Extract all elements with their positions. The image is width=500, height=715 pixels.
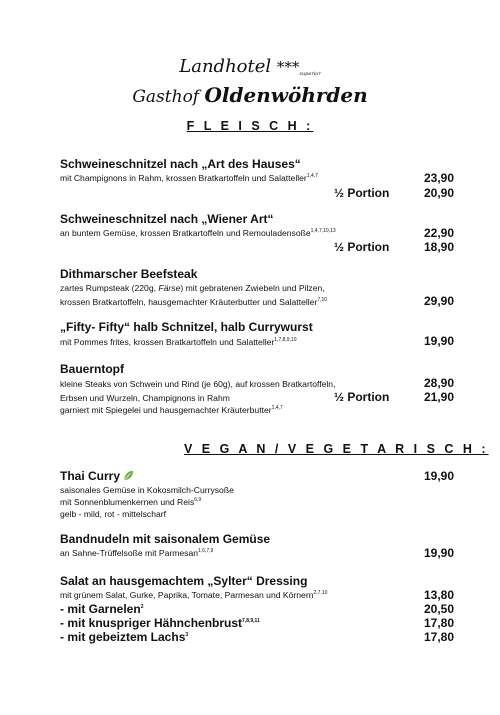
dish-name: Bandnudeln mit saisonalem Gemüse xyxy=(60,532,271,546)
hotel-stars: *** xyxy=(276,58,300,76)
section-title-vegan: V E G A N / V E G E T A R I S C H : xyxy=(184,442,489,456)
half-portion-label: ½ Portion xyxy=(334,186,390,200)
gasthof-prefix: Gasthof xyxy=(132,87,200,107)
dish-description: Erbsen und Wurzeln, Champignons in Rahm xyxy=(60,393,230,403)
salad-option-price: 20,50 xyxy=(423,602,454,616)
salad-option-price: 17,80 xyxy=(423,616,454,630)
dish-name: Schweineschnitzel nach „Art des Hauses“ xyxy=(60,157,301,171)
dish-description: an Sahne-Trüffelsoße mit Parmesan$^{1,6,7,9}$ xyxy=(60,548,214,558)
salad-option: - mit Garnelen$^2$ xyxy=(60,602,144,616)
dish-price: 29,90 xyxy=(423,294,454,308)
dish-description: kleine Steaks von Schwein und Rind (je 60g), auf krossen Bratkartoffeln, xyxy=(60,379,336,389)
dish-description: mit Champignons in Rahm, krossen Bratkartoffeln und Salatteller$^{1,4,7}$ xyxy=(60,173,318,183)
allergen-codes: 1,4,7 xyxy=(306,173,318,180)
dish-description: mit Pommes frites, krossen Bratkartoffeln und Salatteller$^{1,7,8,9,10}$ xyxy=(60,337,297,347)
dish-description: mit Sonnenblumenkernen und Reis$^{6,9}$ xyxy=(60,497,202,507)
hotel-stars-suffix: superior xyxy=(299,71,321,77)
dish-price: 28,90 xyxy=(423,376,454,390)
dish-name: Bauerntopf xyxy=(60,362,124,376)
dish-name: Schweineschnitzel nach „Wiener Art“ xyxy=(60,212,274,226)
allergen-codes: 7,8,9,11 xyxy=(242,618,260,624)
allergen-codes: 1,4,7,10,13 xyxy=(310,228,336,235)
dish-description: krossen Bratkartoffeln, hausgemachter Kräuterbutter und Salatteller$^{7,10}$ xyxy=(60,297,328,307)
dish-name: „Fifty- Fifty“ halb Schnitzel, halb Currywurst xyxy=(60,320,313,334)
salad-option: - mit knuspriger Hähnchenbrust$^{7,8,9,11}$ xyxy=(60,616,260,630)
allergen-codes: 1,7,8,9,10 xyxy=(274,337,297,344)
allergen-codes: 1,4,7 xyxy=(271,405,283,412)
dish-price: 19,90 xyxy=(423,469,454,483)
allergen-codes: 7,10 xyxy=(317,297,328,304)
dish-name: Salat an hausgemachtem „Sylter“ Dressing xyxy=(60,574,308,588)
dish-name: Dithmarscher Beefsteak xyxy=(60,267,198,281)
dish-description: garniert mit Spiegelei und hausgemachter Kräuterbutter$^{1,4,7}$ xyxy=(60,405,283,415)
hotel-name: Landhotel xyxy=(179,56,272,77)
gasthof-name: Oldenwöhrden xyxy=(204,83,368,107)
salad-option-price: 17,80 xyxy=(423,630,454,644)
half-portion-label: ½ Portion xyxy=(334,240,390,254)
dish-description: zartes Rumpsteak (220g, Färse) mit gebratenen Zwiebeln und Pilzen, xyxy=(60,283,325,293)
dish-description: mit grünem Salat, Gurke, Paprika, Tomate, Parmesan und Körnern$^{2,7,10}$ xyxy=(60,590,328,600)
dish-name: Thai Curry xyxy=(60,469,134,483)
half-portion-price: 18,90 xyxy=(423,240,454,254)
hotel-name-line2 xyxy=(0,83,500,107)
dish-description: saisonales Gemüse in Kokosmilch-Currysoße xyxy=(60,485,234,495)
dish-price: 19,90 xyxy=(423,334,454,348)
allergen-codes: 2 xyxy=(140,604,144,610)
allergen-codes: 3 xyxy=(185,632,189,638)
half-portion-label: ½ Portion xyxy=(334,390,390,404)
hotel-name-line1 xyxy=(0,56,500,77)
dish-price: 13,80 xyxy=(423,588,454,602)
dish-description: an buntem Gemüse, krossen Bratkartoffeln und Remouladensoße$^{1,4,7,10,13}$ xyxy=(60,228,336,238)
dish-description: gelb - mild, rot - mittelscharf xyxy=(60,509,167,519)
section-title-meat: F L E I S C H : xyxy=(186,119,314,133)
dish-price: 19,90 xyxy=(423,546,454,560)
half-portion-price: 20,90 xyxy=(423,186,454,200)
dish-price: 22,90 xyxy=(423,226,454,240)
allergen-codes: 1,6,7,9 xyxy=(198,548,214,555)
allergen-codes: 2,7,10 xyxy=(313,590,328,597)
salad-option: - mit gebeiztem Lachs$^3$ xyxy=(60,630,189,644)
half-portion-price: 21,90 xyxy=(423,390,454,404)
leaf-icon xyxy=(123,470,134,481)
dish-price: 23,90 xyxy=(423,171,454,185)
allergen-codes: 6,9 xyxy=(194,497,202,504)
